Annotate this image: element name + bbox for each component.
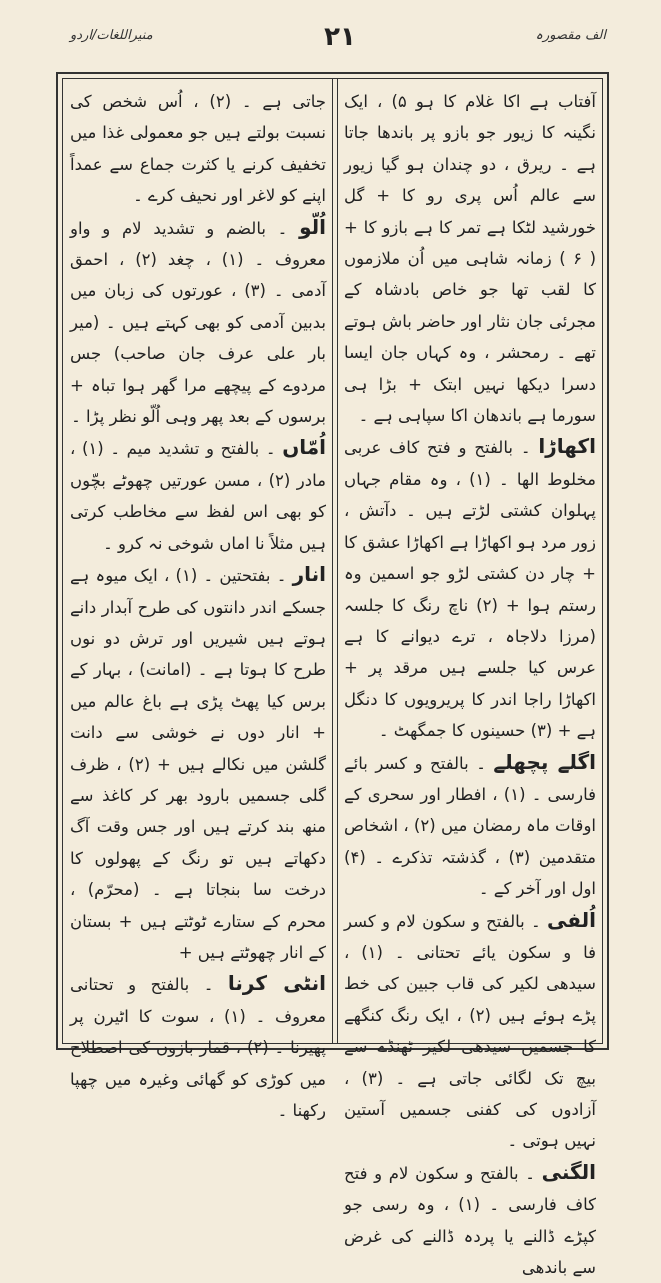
- entry-text: ۔ بفتحتین ۔ (۱) ، ایک میوہ ہے جسکے اندر دانتوں کی طرح آبدار دانے ہوتے ہیں شیریں اور ترش دو نوں طرح کا ہوتا ہے ۔ (امانت) ، بہار کے برس کیا پھٹ پڑی ہے باغ عالم میں + انار دوں نے خوشی سے دانت گلشن میں نکالے ہیں + (۲) ، ظرف گلی جسمیں بارود بھر کر کاغذ سے منھ بند کرتے ہیں اور جس وقت آگ دکھاتے ہیں تو رنگ کے پھولوں کا درخت سا بنجاتا ہے ۔ (محرّم) ، محرم کے ستارے ٹوٹتے ہیں + بستان کے انار چھوٹتے ہیں +: [70, 566, 326, 962]
- entry-text: ۔ بالفتح و فتح کاف عربی مخلوط الھا ۔ (۱) ، وہ مقام جہاں پہلوان کشتی لڑتے ہیں ۔ دآتش ، زور مرد ہو اکھاڑا ہے اکھاڑا عشق کا + چار دن کشتی لڑو جو اسمین وہ رستم ہوا + (۲) ناچ رنگ کا جلسہ (مرزا دلاجاہ ، ترے دیوانے کا ہے عرس کیا جلسے ہیں مرقد پر + اکھاڑا راجا اندر کا پریرویوں کا دنگل ہے + (۳) حسینوں کا جمگھٹ ۔: [344, 438, 596, 741]
- entry-text: آفتاب ہے اکا غلام کا ہو ۵) ، ایک نگینہ کا زیور جو بازو پر باندھا جاتا ہے ۔ ریرق ، دو چندان ہو گیا زیور سے عالم اُس پری رو کا + گل خورشید لٹکا ہے تمر کا ہے بازو کا + ( ۶ ) زمانہ شاہی میں اُن ملازموں کا لقب تھا جو خاص بادشاہ کے مجرئی جان نثار اور حاضر باش ہوتے تھے ۔ رمحشر ، وہ کہاں جان ایسا دسرا دیکھا نہیں ابتک + بڑا ہی سورما ہے باندھان اکا سپاہی ہے ۔: [344, 92, 597, 426]
- entry-headword: الگنی: [541, 1159, 597, 1184]
- entry-text: ۔ بالفتح و سکون لام و کسر فا و سکون یائے تحتانی ۔ (۱) ، سیدھی لکیر کی قاب جبین کی خط پڑے ہوئے ہیں (۲) ، ایک رنگ کنگھے کا جسمیں سیدھی لکیر ٹھنڈے سے بیچ تک لگائی جاتی ہے ۔ (۳) ، آزادوں کی کفنی جسمیں آستین نہیں ہوتی ۔: [344, 911, 597, 1151]
- entry: [70, 86, 326, 212]
- header-book-title: منیراللغات/اردو: [70, 28, 153, 43]
- entry-text: ۔ بالضم و تشدید لام و واو معروف ۔ (۱) ، چغد (۲) ، احمق آدمی ۔ (۳) ، عورتوں کی زبان میں بدبین آدمی کو بھی کہتے ہیں ۔ (میر بار علی عرف جان صاحب) جس مردوے کے پیچھے مرا گھر ہوا تباہ + برسوں کے بعد پھر وہی اُلّو نظر پڑا ۔: [70, 218, 327, 427]
- entry-text: جاتی ہے ۔ (۲) ، اُس شخص کی نسبت بولتے ہیں جو معمولی غذا میں تخفیف کرنے یا کثرت جماع سے عمداً اپنے کو لاغر اور نحیف کرے ۔: [70, 92, 326, 206]
- entry-headword: اکھاڑا: [538, 434, 596, 459]
- entry-headword: انٹی کرنا: [227, 971, 326, 996]
- entry: [344, 86, 596, 431]
- right-column: [344, 86, 597, 1278]
- entry: [70, 559, 326, 968]
- entry: [344, 431, 596, 746]
- entry-text: ۔ بالفتح و کسر بائے فارسی ۔ (۱) ، افطار اور سحری کے اوقات ماہ رمضان میں (۲) ، اشخاص متقدمین (۳) ، گذشتہ تذکرے ۔ (۴) اول اور آخر کے ۔: [344, 753, 596, 899]
- entry-headword: اُلفی: [547, 907, 596, 932]
- header-section-title: الف مقصورہ: [535, 28, 606, 43]
- entry-headword: اُمّاں: [282, 435, 327, 460]
- entry: [70, 212, 326, 433]
- entry-text: ۔ بالفتح و تشدید میم ۔ (۱) ، مادر (۲) ، مسن عورتیں چھوٹے بچّوں کو بھی اس لفظ سے مخاطب کرتی ہیں مثلاً نا اماں شوخی نہ کرو ۔: [70, 439, 326, 553]
- column-divider: [332, 78, 338, 1044]
- left-column: [70, 86, 327, 1120]
- entry: [70, 432, 326, 559]
- entry: [70, 968, 326, 1126]
- entry: [344, 905, 596, 1157]
- entry: [344, 747, 596, 905]
- entry-text: ۔ بالفتح و سکون لام و فتح کاف فارسی ۔ (۱) ، وہ رسی جو کپڑے ڈالنے یا پردہ ڈالنے کی غرض سے باندھی: [344, 1163, 596, 1278]
- page-number: ۲۱: [324, 22, 356, 52]
- entry-headword: اُلّو: [299, 214, 326, 239]
- entry: [344, 1157, 596, 1283]
- entry-headword: انار: [292, 562, 326, 587]
- entry-headword: اگلے پچھلے: [493, 749, 596, 774]
- entry-text: ۔ بالفتح و تحتانی معروف ۔ (۱) ، سوت کا اٹیرن پر پھیرنا ۔ (۲) ، قمار بازوں کی اصطلاح میں کوڑی کو گھائی وغیرہ میں چھپا رکھنا ۔: [70, 975, 326, 1120]
